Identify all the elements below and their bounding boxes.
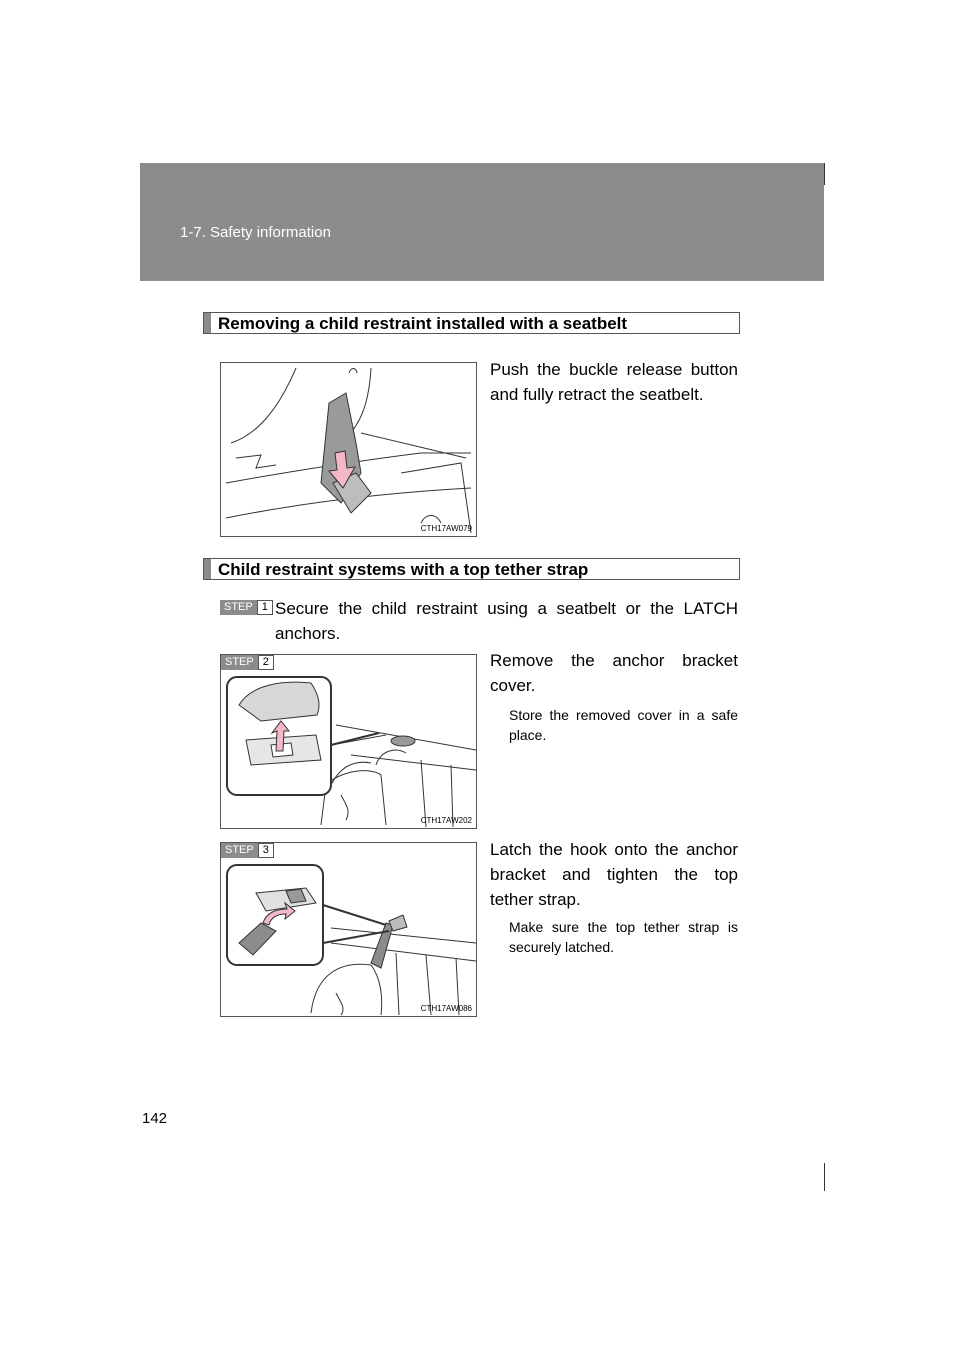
- figure-code: CTH17AW086: [420, 1004, 472, 1013]
- seatbelt-buckle-illustration: [221, 363, 476, 536]
- step-number: 3: [258, 843, 274, 858]
- figure-anchor-cover: [220, 654, 477, 829]
- page-number: 142: [142, 1110, 168, 1127]
- step-label: STEP: [221, 655, 258, 670]
- corner-tick-bottom: [824, 1163, 825, 1191]
- step3-text: Latch the hook onto the anchor bracket and tighten the top tether strap.: [490, 840, 738, 909]
- instruction-text: Push the buckle release button and fully retract the seatbelt.: [490, 360, 738, 404]
- section-heading-removing: [203, 312, 740, 334]
- figure-code: CTH17AW079: [420, 524, 472, 533]
- section-heading-text: Child restraint systems with a top tether strap: [218, 560, 589, 579]
- tether-latch-illustration: [221, 843, 476, 1016]
- step-number: 1: [257, 600, 273, 615]
- step-label: STEP: [221, 843, 258, 858]
- step3-note: Make sure the top tether strap is securely latched.: [509, 919, 738, 955]
- section-heading-text: Removing a child restraint installed with a seatbelt: [218, 314, 628, 333]
- figure-buckle-release: [220, 362, 477, 537]
- figure-code: CTH17AW202: [420, 816, 472, 825]
- step1-text: Secure the child restraint using a seatbelt or the LATCH anchors.: [275, 599, 738, 643]
- step-number: 2: [258, 655, 274, 670]
- step-badge-3: [221, 843, 274, 858]
- section-title: 1-7. Safety information: [180, 224, 331, 241]
- corner-tick-top: [824, 163, 825, 185]
- section-heading-top-tether: [203, 558, 740, 580]
- figure-tether-latch: [220, 842, 477, 1017]
- header-band: [140, 163, 824, 281]
- step-label: STEP: [220, 600, 257, 615]
- step2-note: Store the removed cover in a safe place.: [509, 707, 738, 743]
- step-badge-2: [221, 655, 274, 670]
- step-badge-1: [220, 600, 273, 615]
- step2-text: Remove the anchor bracket cover.: [490, 651, 738, 695]
- anchor-cover-illustration: [221, 655, 476, 828]
